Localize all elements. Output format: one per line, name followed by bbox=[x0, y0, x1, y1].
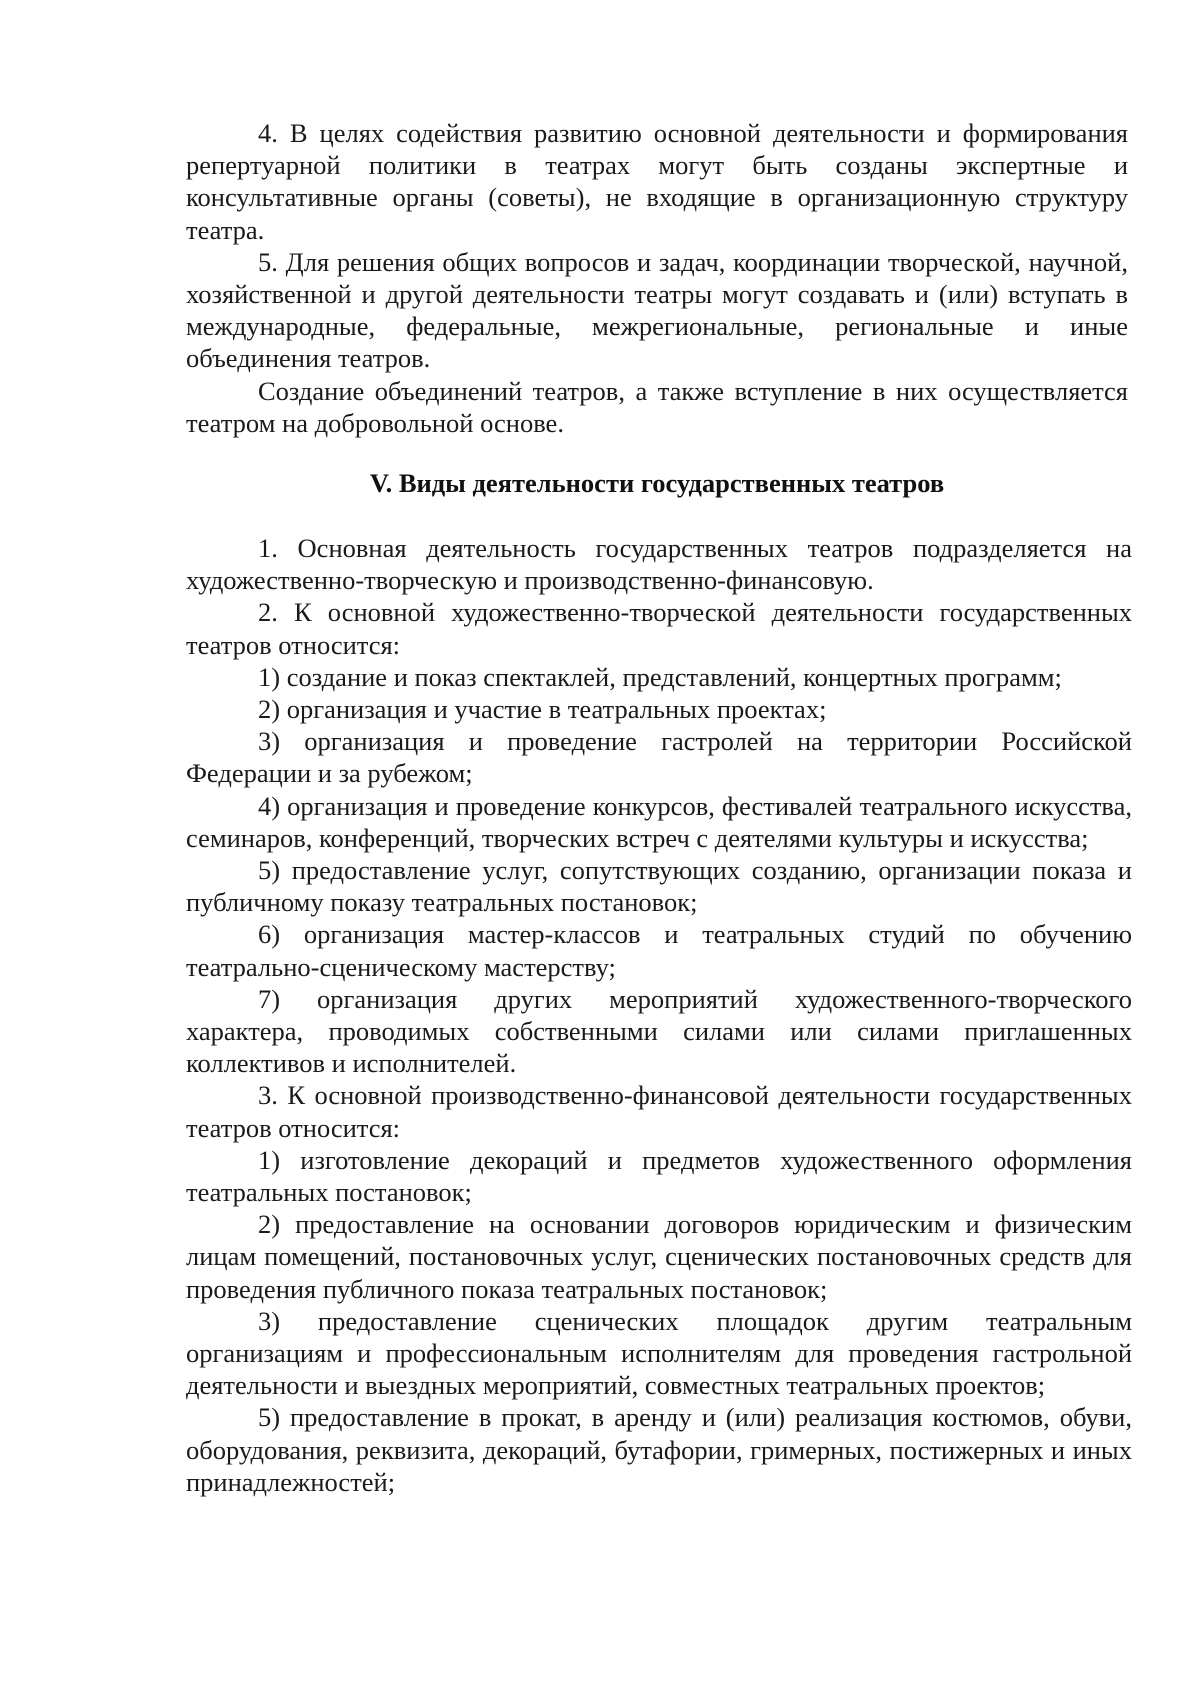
list-item-v-2-1: 1) создание и показ спектаклей, представлений, концертных программ; bbox=[258, 661, 1062, 692]
list-item-v-3-1: 1) изготовление декораций и предметов художественного оформления театральных постановок; bbox=[186, 1144, 1132, 1208]
list-item-v-2-4: 4) организация и проведение конкурсов, фестивалей театрального искусства, семинаров, конференций, творческих встреч с деятелями культуры и искусства; bbox=[186, 790, 1132, 853]
section-v-heading: V. Виды деятельности государственных театров bbox=[369, 468, 945, 498]
section-v-body bbox=[186, 532, 1132, 1498]
list-item-v-2-7: 7) организация других мероприятий художественного-творческого характера, проводимых собственными силами или силами приглашенных коллективов и исполнителей. bbox=[186, 983, 1132, 1079]
list-item-v-2-3: 3) организация и проведение гастролей на территории Российской Федерации и за рубежом; bbox=[186, 726, 1132, 789]
list-item-v-3-3: 3) предоставление сценических площадок другим театральным организациям и профессиональным исполнителям для проведения гастрольной деятельности и выездных мероприятий, совместных театральных проектов; bbox=[186, 1305, 1132, 1401]
list-item-v-2-6: 6) организация мастер-классов и театральных студий по обучению театрально-сценическому мастерству; bbox=[186, 919, 1132, 982]
list-item-v-3-5: 5) предоставление в прокат, в аренду и (или) реализация костюмов, обуви, оборудования, реквизита, декораций, бутафории, гримерных, постижерных и иных принадлежностей; bbox=[186, 1402, 1132, 1497]
paragraph-iv-5: 5. Для решения общих вопросов и задач, координации творческой, научной, хозяйственной и другой деятельности театры могут создавать и (или) вступать в международные, федеральные, межрегиональные, региональные и иные объединения театров. bbox=[186, 246, 1128, 374]
paragraph-v-2: 2. К основной художественно-творческой деятельности государственных театров относится: bbox=[186, 597, 1132, 660]
section-iv-continuation bbox=[186, 117, 1128, 439]
list-item-v-2-2: 2) организация и участие в театральных проектах; bbox=[258, 694, 827, 725]
paragraph-v-3: 3. К основной производственно-финансовой деятельности государственных театров относится: bbox=[186, 1080, 1132, 1143]
paragraph-iv-4: 4. В целях содействия развитию основной деятельности и формирования репертуарной политики в театрах могут быть созданы экспертные и консультативные органы (советы), не входящие в организационную структуру театра. bbox=[186, 118, 1128, 245]
paragraph-iv-5-note: Создание объединений театров, а также вступление в них осуществляется театром на добровольной основе. bbox=[186, 375, 1128, 438]
list-item-v-3-2: 2) предоставление на основании договоров юридическим и физическим лицам помещений, постановочных услуг, сценических постановочных средств для проведения публичного показа театральных постановок; bbox=[186, 1209, 1132, 1304]
list-item-v-2-5: 5) предоставление услуг, сопутствующих созданию, организации показа и публичному показу театральных постановок; bbox=[186, 855, 1132, 918]
paragraph-v-1: 1. Основная деятельность государственных театров подразделяется на художественно-творческую и производственно-финансовую. bbox=[186, 533, 1132, 596]
